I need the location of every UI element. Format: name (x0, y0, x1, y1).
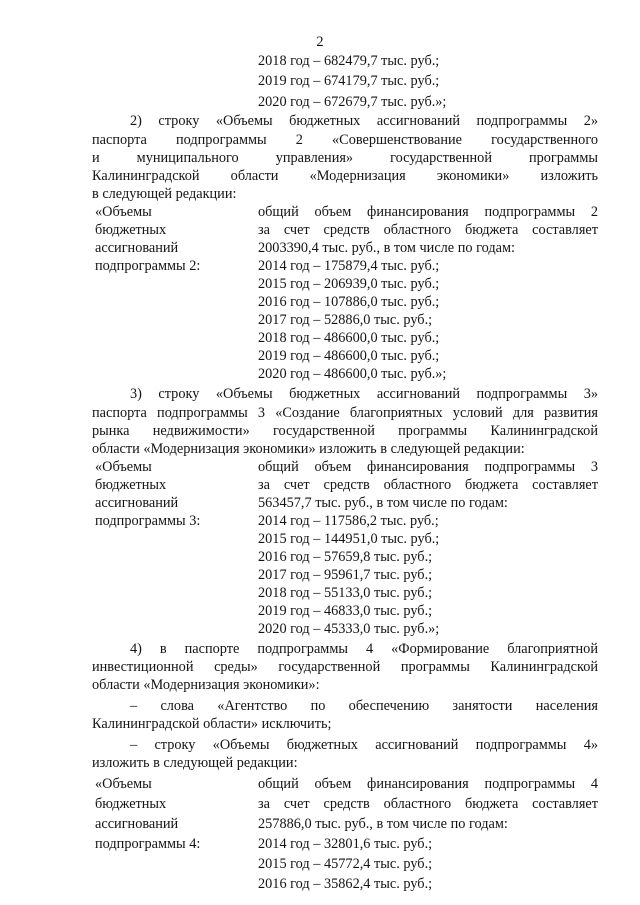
year-line: 2017 год – 52886,0 тыс. руб.; (258, 312, 433, 328)
label-line: бюджетных (95, 477, 167, 493)
year-line: 2015 год – 144951,0 тыс. руб.; (258, 531, 440, 547)
bullet-line: – строку «Объемы бюджетных ассигнований подпрограммы 4» (130, 737, 598, 753)
paragraph-line: 4) в паспорте подпрограммы 4 «Формирование благоприятной (130, 641, 598, 657)
year-line: 2019 год – 486600,0 тыс. руб.; (258, 348, 440, 364)
label-line: бюджетных (95, 222, 167, 238)
paragraph-line: 2) строку «Объемы бюджетных ассигнований подпрограммы 2» (130, 113, 598, 129)
bullet-line: Калининградской области» исключить; (92, 716, 332, 732)
page-number: 2 (316, 34, 324, 50)
year-line: 2016 год – 107886,0 тыс. руб.; (258, 294, 440, 310)
label-line: ассигнований (95, 240, 179, 256)
paragraph-line: паспорта подпрограммы 2 «Совершенствование государственного (92, 132, 598, 148)
year-line: 2014 год – 117586,2 тыс. руб.; (258, 513, 439, 529)
year-line: 2018 год – 682479,7 тыс. руб.; (258, 53, 440, 69)
label-line: ассигнований (95, 495, 179, 511)
desc-line: за счет средств областного бюджета составляет (258, 222, 598, 238)
year-line: 2014 год – 175879,4 тыс. руб.; (258, 258, 440, 274)
label-line: подпрограммы 3: (95, 513, 201, 529)
bullet-line: изложить в следующей редакции: (92, 755, 298, 771)
year-line: 2018 год – 55133,0 тыс. руб.; (258, 585, 433, 601)
paragraph-line: в следующей редакции: (92, 186, 237, 202)
paragraph-line: Калининградской области «Модернизация экономики» изложить (92, 168, 598, 184)
year-line: 2019 год – 46833,0 тыс. руб.; (258, 603, 433, 619)
year-line: 2016 год – 57659,8 тыс. руб.; (258, 549, 433, 565)
label-line: «Объемы (95, 204, 152, 220)
desc-line: за счет средств областного бюджета составляет (258, 796, 598, 812)
paragraph-line: рынка недвижимости» государственной программы Калининградской (92, 423, 598, 439)
year-line: 2020 год – 486600,0 тыс. руб.»; (258, 366, 447, 382)
desc-line: 257886,0 тыс. руб., в том числе по годам: (258, 816, 508, 832)
paragraph-line: области «Модернизация экономики»: (92, 677, 320, 693)
year-line: 2014 год – 32801,6 тыс. руб.; (258, 836, 433, 852)
label-line: бюджетных (95, 796, 167, 812)
paragraph-line: и муниципального управления» государственной программы (92, 150, 598, 166)
paragraph-line: инвестиционной среды» государственной программы Калининградской (92, 659, 598, 675)
desc-line: за счет средств областного бюджета составляет (258, 477, 598, 493)
year-line: 2017 год – 95961,7 тыс. руб.; (258, 567, 433, 583)
label-line: подпрограммы 4: (95, 836, 201, 852)
year-line: 2016 год – 35862,4 тыс. руб.; (258, 876, 433, 892)
year-line: 2020 год – 45333,0 тыс. руб.»; (258, 621, 440, 637)
paragraph-line: паспорта подпрограммы 3 «Создание благоприятных условий для развития (92, 405, 598, 421)
year-line: 2020 год – 672679,7 тыс. руб.»; (258, 94, 447, 110)
desc-line: 563457,7 тыс. руб., в том числе по годам: (258, 495, 508, 511)
label-line: «Объемы (95, 459, 152, 475)
year-line: 2015 год – 206939,0 тыс. руб.; (258, 276, 440, 292)
label-line: ассигнований (95, 816, 179, 832)
label-line: «Объемы (95, 776, 152, 792)
label-line: подпрограммы 2: (95, 258, 201, 274)
paragraph-line: области «Модернизация экономики» изложить в следующей редакции: (92, 441, 525, 457)
desc-line: общий объем финансирования подпрограммы 3 (258, 459, 598, 475)
year-line: 2015 год – 45772,4 тыс. руб.; (258, 856, 433, 872)
desc-line: 2003390,4 тыс. руб., в том числе по годам: (258, 240, 515, 256)
year-line: 2019 год – 674179,7 тыс. руб.; (258, 73, 440, 89)
paragraph-line: 3) строку «Объемы бюджетных ассигнований подпрограммы 3» (130, 386, 598, 402)
desc-line: общий объем финансирования подпрограммы 4 (258, 776, 598, 792)
bullet-line: – слова «Агентство по обеспечению занятости населения (130, 698, 598, 714)
desc-line: общий объем финансирования подпрограммы 2 (258, 204, 598, 220)
year-line: 2018 год – 486600,0 тыс. руб.; (258, 330, 440, 346)
